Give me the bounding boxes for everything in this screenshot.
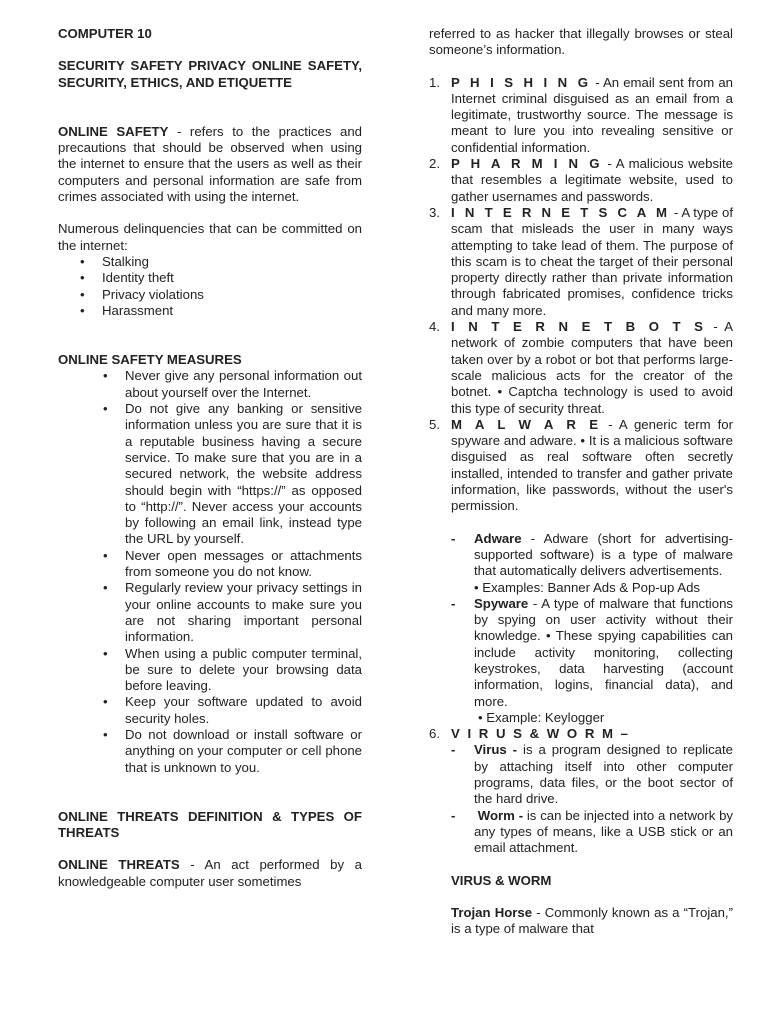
threats-heading: ONLINE THREATS DEFINITION & TYPES OF THREATS — [58, 808, 362, 841]
item-number: 2. — [429, 156, 440, 172]
threat-desc: - A network of zombie computers that have been taken over by a robot or bot that performs large-scale malicious acts for the creator of the botnet. • Captcha technology is used to avoid this type of security threat. — [451, 319, 733, 416]
malware-types-list — [429, 531, 733, 727]
online-safety-term: ONLINE SAFETY — [58, 123, 169, 139]
malware-type-term: Spyware — [474, 595, 529, 611]
malware-type-example: • Examples: Banner Ads & Pop-up Ads — [474, 579, 701, 595]
delinquencies-list — [58, 254, 362, 319]
item-number: 3. — [429, 204, 440, 220]
malware-type-spyware — [429, 596, 733, 726]
threat-term: M A L W A R E — [451, 416, 602, 432]
malware-type-term: Adware — [474, 530, 522, 546]
malware-type-desc: - A type of malware that functions by spying on user activity without their knowledge. • These spying capabilities can include activity monitoring, collecting keystrokes, data harvesting (account information, logins, financial data), and more. — [474, 595, 733, 709]
threat-desc: - A type of scam that misleads the user in many ways attempting to take lead of them. The purpose of this scam is to cheat the target of their personal property directly rather than private information through fabricated promises, confidence tricks and many more. — [451, 204, 733, 318]
trojan-paragraph — [429, 905, 733, 938]
malware-type-desc: - Adware (short for advertising- supported software) is a type of malware that automatically delivers advertisements. — [474, 530, 733, 579]
threats-list — [429, 75, 733, 515]
online-threats-definition: - An act performed by a knowledgeable computer user sometimes — [58, 857, 362, 889]
malware-type-example: • Example: Keylogger — [478, 709, 605, 725]
threat-term: I N T E R N E T S C A M — [451, 204, 671, 220]
worm-item — [429, 808, 733, 857]
virus-item — [429, 742, 733, 807]
left-column — [58, 26, 362, 890]
dash-marker: - — [451, 595, 456, 611]
threat-item-virus-worm — [429, 726, 733, 742]
online-threats-term: ONLINE THREATS — [58, 857, 180, 873]
threat-desc: - An email sent from an Internet criminal disguised as an email from a legitimate, trustworthy source. The message is meant to lure you into revealing sensitive or confidential information. — [451, 74, 733, 155]
worm-term: Worm - — [474, 807, 524, 823]
threat-term: V I R U S & W O R M – — [451, 726, 631, 742]
list-item: • When using a public computer terminal, be sure to delete your browsing data before leaving. — [58, 646, 362, 695]
list-item: • Regularly review your privacy settings in your online accounts to make sure you are not sharing important personal information. — [58, 580, 362, 645]
virus-desc: is a program designed to replicate by attaching itself into other computer programs, data files, or the boot sector of the hard drive. — [474, 742, 733, 807]
dash-marker: - — [451, 530, 456, 546]
list-item: • Identity theft — [58, 270, 362, 286]
list-item: • Keep your software updated to avoid security holes. — [58, 694, 362, 727]
list-item: • Privacy violations — [58, 287, 362, 303]
dash-marker: - — [451, 742, 456, 758]
threat-desc: - A generic term for spyware and adware. • It is a malicious software disguised as real software often secretly installed, intended to transfer and gather private information, like passwords, without the user's permission. — [451, 416, 733, 514]
threat-item-pharming — [429, 156, 733, 205]
trojan-term: Trojan Horse — [451, 904, 533, 920]
virus-worm-list — [429, 742, 733, 856]
virus-worm-heading: VIRUS & WORM — [451, 872, 552, 888]
virus-term: Virus - — [474, 742, 518, 758]
list-item: • Do not download or install software or anything on your computer or cell phone that is unknown to you. — [58, 727, 362, 776]
worm-desc: is can be injected into a network by any types of means, like a USB stick or an email attachment. — [474, 807, 734, 856]
threat-term: P H A R M I N G — [451, 156, 603, 172]
online-threats-paragraph — [58, 857, 362, 890]
threat-item-phishing — [429, 75, 733, 156]
malware-type-adware — [429, 531, 733, 596]
online-safety-paragraph — [58, 124, 362, 205]
threat-term: P H I S H I N G — [451, 74, 592, 90]
online-safety-definition: - refers to the practices and precautions that should be observed when using the internet to ensure that the users as well as their computers and personal information are safe from crimes associated with using the internet. — [58, 123, 362, 205]
measures-heading: ONLINE SAFETY MEASURES — [58, 352, 242, 368]
item-number: 5. — [429, 416, 440, 432]
list-item: • Never open messages or attachments from someone you do not know. — [58, 548, 362, 581]
item-number: 1. — [429, 74, 440, 90]
delinquencies-intro: Numerous delinquencies that can be committed on the internet: — [58, 221, 362, 253]
list-item: • Harassment — [58, 303, 362, 319]
threat-desc: - A malicious website that resembles a legitimate website, used to gather usernames and passwords. — [451, 156, 733, 204]
right-column — [429, 26, 733, 937]
threat-item-malware — [429, 417, 733, 515]
main-title: SECURITY SAFETY PRIVACY ONLINE SAFETY, SECURITY, ETHICS, AND ETIQUETTE — [58, 58, 362, 90]
item-number: 4. — [429, 319, 440, 335]
threats-list-continued — [429, 726, 733, 742]
dash-marker: - — [451, 807, 456, 823]
measures-list — [58, 368, 362, 775]
continuation-text: referred to as hacker that illegally browses or steal someone’s information. — [429, 26, 733, 58]
list-item: • Do not give any banking or sensitive information unless you are sure that it is a reputable business having a secure service. To make sure that you are in a secured network, the website address should begin with “https://” as opposed to “http://”. Never access your accounts by following an email link, instead type the URL by yourself. — [58, 401, 362, 548]
threat-item-internet-scam — [429, 205, 733, 319]
trojan-desc: - Commonly known as a “Trojan,” is a type of malware that — [451, 904, 733, 937]
item-number: 6. — [429, 726, 440, 742]
list-item: • Stalking — [58, 254, 362, 270]
course-title: COMPUTER 10 — [58, 26, 152, 41]
threat-item-internet-bots — [429, 319, 733, 417]
list-item: • Never give any personal information out about yourself over the Internet. — [58, 368, 362, 401]
threat-term: I N T E R N E T B O T S — [451, 319, 707, 335]
